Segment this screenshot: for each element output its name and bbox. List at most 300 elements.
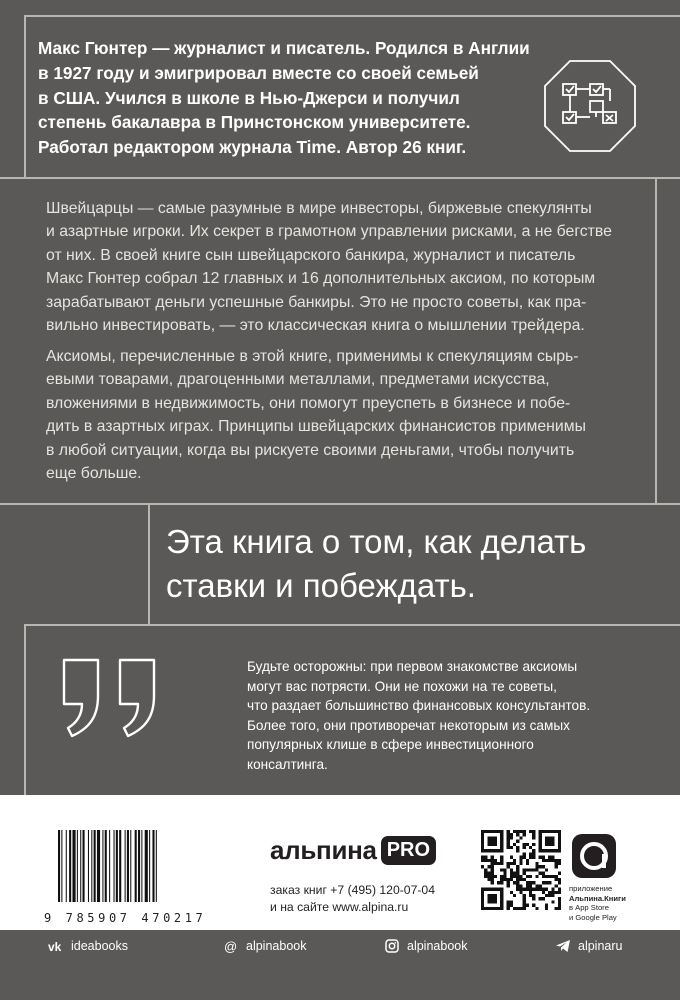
qr-module [532,843,535,846]
qr-module [510,904,513,907]
qr-module [526,904,529,907]
qr-module [523,852,526,855]
barcode-bar [91,830,92,902]
qr-module [529,856,532,859]
qr-module [500,900,503,903]
qr-module [500,846,503,849]
qr-module [491,836,494,839]
qr-module [529,894,532,897]
app-icon[interactable] [572,834,616,878]
qr-module [513,875,516,878]
qr-module [484,888,487,891]
instagram-icon [384,939,400,953]
qr-module [519,888,522,891]
qr-module [510,862,513,865]
qr-module [481,840,484,843]
qr-module [558,859,561,862]
barcode-bar [102,830,103,902]
qr-module [548,840,551,843]
qr-module [516,830,519,833]
qr-module [507,846,510,849]
qr-module [551,856,554,859]
divider-top [24,15,680,17]
qr-module [523,894,526,897]
qr-module [532,830,535,833]
qr-module [542,872,545,875]
description-line: вильно инвестировать, — это классическая книга о мышлении трейдера. [46,317,585,335]
qr-module [548,856,551,859]
qr-module [481,856,484,859]
social-email[interactable] [223,939,306,953]
qr-module [510,878,513,881]
qr-module [497,888,500,891]
qr-module [491,862,494,865]
barcode-bar [116,830,118,902]
qr-module [481,897,484,900]
qr-module [494,900,497,903]
qr-module [529,846,532,849]
barcode-bar [114,830,115,902]
social-label: alpinaru [578,939,623,953]
qr-module [513,894,516,897]
qr-module [510,900,513,903]
qr-module [507,836,510,839]
qr-module [558,881,561,884]
qr-module [529,868,532,871]
qr-module [494,875,497,878]
quote-line: Будьте осторожны: при первом знакомстве аксиомы [247,659,578,674]
qr-module [539,897,542,900]
qr-module [545,907,548,910]
qr-module [519,836,522,839]
qr-module [497,862,500,865]
qr-module [497,881,500,884]
app-caption [569,884,626,922]
qr-module [548,836,551,839]
qr-module [500,868,503,871]
description-line: еще больше. [46,465,142,483]
qr-module [542,859,545,862]
qr-module [513,843,516,846]
qr-module [481,846,484,849]
qr-module [516,875,519,878]
qr-module [510,872,513,875]
quote-line: могут вас потрясти. Они не похожи на те советы, [247,678,557,694]
divider-left-quote [24,624,26,795]
barcode-bar [105,830,107,902]
qr-module [494,897,497,900]
qr-module [507,865,510,868]
qr-module [484,856,487,859]
divider-below-slogan [24,624,680,626]
qr-module [523,878,526,881]
qr-module [487,865,490,868]
barcode-bar [156,830,157,902]
qr-module [513,881,516,884]
description-line: Аксиомы, перечисленные в этой книге, применимы к спекуляциям сырь- [46,348,579,365]
qr-module [503,872,506,875]
qr-module [535,888,538,891]
qr-module [548,881,551,884]
qr-module [500,891,503,894]
qr-module [558,891,561,894]
app-caption-line: Альпина.Книги [569,893,626,903]
app-caption-line: и Google Play [569,912,617,922]
qr-module [539,872,542,875]
description-paragraph-1 [46,197,612,337]
qr-module [494,859,497,862]
qr-module [519,856,522,859]
qr-module [500,881,503,884]
qr-module [500,836,503,839]
slogan-line: Эта книга о том, как делать [166,523,587,560]
qr-module [529,875,532,878]
qr-module [516,865,519,868]
barcode [56,830,236,902]
social-label: alpinabook [407,939,468,953]
qr-module [555,859,558,862]
qr-module [484,849,487,852]
qr-module [494,907,497,910]
qr-module [507,843,510,846]
qr-module [558,888,561,891]
qr-module [481,904,484,907]
vk-icon [48,939,64,953]
social-telegram[interactable] [555,939,622,953]
qr-module [500,840,503,843]
description-line: зарабатывают деньги успешные банкиры. Это не просто советы, как пра- [46,293,587,311]
qr-module [481,830,484,833]
qr-module [558,846,561,849]
qr-module [523,833,526,836]
social-instagram[interactable] [384,939,467,953]
qr-module [481,849,484,852]
qr-module [539,884,542,887]
qr-module [487,872,490,875]
quote-text [247,657,590,775]
app-caption-line: в App Store [569,903,609,913]
qr-module [519,830,522,833]
qr-module [548,875,551,878]
qr-module [519,875,522,878]
qr-module [500,833,503,836]
qr-module [491,878,494,881]
qr-module [545,888,548,891]
at-icon [223,939,239,953]
qr-module [484,859,487,862]
qr-module [513,862,516,865]
qr-module [491,830,494,833]
qr-module [529,891,532,894]
social-label: alpinabook [246,939,307,953]
social-label: ideabooks [71,939,128,953]
order-phone: заказ книг +7 (495) 120-07-04 [270,883,435,897]
qr-module [539,840,542,843]
bio-line: степень бакалавра в Принстонском университете. [38,112,471,133]
qr-module [503,875,506,878]
qr-module [523,868,526,871]
qr-module [487,878,490,881]
bio-line: Работал редактором журнала Time. Автор 26 книг. [38,137,467,158]
qr-module [507,862,510,865]
barcode-bar [141,830,142,902]
slogan-line: ставки и побеждать. [166,567,476,604]
qr-module [545,894,548,897]
qr-module [484,875,487,878]
barcode-bar [69,830,71,902]
divider-above-slogan [0,503,680,505]
qr-module [513,907,516,910]
qr-module [516,888,519,891]
isbn-number: 9 785907 470217 [44,911,207,925]
qr-module [497,907,500,910]
qr-module [526,884,529,887]
qr-module [500,875,503,878]
qr-module [558,900,561,903]
qr-module [558,862,561,865]
qr-module [542,830,545,833]
divider-right-description [655,177,657,504]
qr-module [532,856,535,859]
qr-module [545,830,548,833]
description-line: в любой ситуации, когда вы рискуете своими деньгами, чтобы получить [46,441,575,459]
qr-module [481,859,484,862]
qr-module [558,878,561,881]
qr-module [542,897,545,900]
qr-module [494,836,497,839]
qr-module [507,884,510,887]
qr-module [539,843,542,846]
qr-module [545,881,548,884]
qr-module [510,868,513,871]
qr-module [551,875,554,878]
qr-module [516,907,519,910]
qr-module [500,878,503,881]
qr-module [545,843,548,846]
qr-module [545,836,548,839]
qr-module [545,849,548,852]
qr-module [532,888,535,891]
qr-module [539,865,542,868]
qr-module [548,891,551,894]
qr-code[interactable] [481,830,561,910]
qr-module [516,849,519,852]
qr-module [542,875,545,878]
qr-module [545,859,548,862]
qr-module [535,875,538,878]
telegram-icon [555,939,571,953]
qr-module [523,846,526,849]
barcode-bar [130,830,131,902]
qr-module [513,830,516,833]
qr-module [510,875,513,878]
barcode-bar [61,830,62,902]
qr-module [523,856,526,859]
qr-module [551,849,554,852]
qr-module [532,852,535,855]
qr-module [516,833,519,836]
qr-module [551,888,554,891]
svg-text:vk: vk [48,940,62,953]
qr-module [487,859,490,862]
qr-module [513,872,516,875]
qr-module [526,843,529,846]
barcode-bar [58,830,60,902]
qr-module [555,830,558,833]
description-line: дить в азартных играх. Принципы швейцарских финансистов применимы [46,418,586,436]
qr-module [491,872,494,875]
barcode-bar [109,830,110,902]
qr-module [532,904,535,907]
qr-module [487,897,490,900]
barcode-bar [138,830,140,902]
qr-module [487,888,490,891]
qr-module [529,884,532,887]
qr-module [507,833,510,836]
qr-module [555,875,558,878]
qr-module [555,865,558,868]
qr-module [539,830,542,833]
qr-module [484,907,487,910]
qr-module [487,900,490,903]
qr-module [555,884,558,887]
quote-line: что раздает большинство финансовых консультантов. [247,698,591,714]
qr-module [500,830,503,833]
qr-module [539,888,542,891]
qr-module [545,875,548,878]
qr-module [481,900,484,903]
divider-left-slogan [148,503,150,625]
barcode-bar [94,830,96,902]
qr-module [516,872,519,875]
quote-marks-icon [58,656,166,738]
qr-module [507,900,510,903]
qr-module [523,900,526,903]
qr-module [510,846,513,849]
qr-module [491,840,494,843]
publisher-badge: PRO [381,836,436,865]
barcode-bar [88,830,89,902]
qr-module [491,856,494,859]
qr-module [532,881,535,884]
qr-module [491,868,494,871]
qr-module [526,868,529,871]
qr-module [535,865,538,868]
qr-module [491,907,494,910]
qr-module [481,843,484,846]
qr-module [535,862,538,865]
qr-module [555,878,558,881]
qr-module [529,888,532,891]
qr-module [494,840,497,843]
quote-line: Более того, они противоречат некоторым из самых [247,717,570,733]
qr-module [542,865,545,868]
qr-module [558,897,561,900]
qr-module [481,894,484,897]
qr-module [500,907,503,910]
qr-module [535,907,538,910]
barcode-bar [125,830,126,902]
qr-module [481,888,484,891]
qr-module [487,836,490,839]
qr-module [545,904,548,907]
publisher-name: альпина [270,834,377,865]
qr-module [487,907,490,910]
qr-module [539,856,542,859]
barcode-bar [127,830,129,902]
qr-module [510,891,513,894]
qr-module [513,859,516,862]
qr-module [494,830,497,833]
qr-module [551,859,554,862]
qr-module [507,830,510,833]
qr-module [532,897,535,900]
qr-module [519,878,522,881]
qr-module [532,894,535,897]
qr-module [500,859,503,862]
qr-module [555,907,558,910]
qr-module [539,849,542,852]
qr-module [558,840,561,843]
qr-module [491,900,494,903]
qr-module [551,843,554,846]
barcode-bar [145,830,148,902]
qr-module [551,891,554,894]
qr-module [487,830,490,833]
qr-module [539,846,542,849]
qr-module [516,846,519,849]
qr-module [529,881,532,884]
qr-module [548,859,551,862]
qr-module [481,836,484,839]
qr-module [532,833,535,836]
description-line: и азартные игроки. Их секрет в грамотном управлении рисками, а не бегстве [46,223,612,241]
qr-module [500,856,503,859]
qr-module [487,843,490,846]
barcode-bar [119,830,121,902]
qr-module [497,849,500,852]
qr-module [516,840,519,843]
qr-module [516,878,519,881]
qr-module [558,904,561,907]
qr-module [500,888,503,891]
qr-module [551,894,554,897]
description-line: евыми товарами, драгоценными металлами, предметами искусства, [46,371,550,389]
barcode-bar [135,830,137,902]
qr-module [481,833,484,836]
qr-module [526,881,529,884]
qr-module [558,830,561,833]
qr-module [555,891,558,894]
description-line: вложениями в недвижимость, они помогут преуспеть в бизнесе и побе- [46,394,571,412]
qr-module [558,849,561,852]
qr-module [532,836,535,839]
qr-module [523,897,526,900]
qr-module [491,894,494,897]
barcode-bar [83,830,85,902]
qr-module [548,843,551,846]
qr-module [500,862,503,865]
qr-module [516,884,519,887]
qr-module [551,830,554,833]
qr-module [519,884,522,887]
social-vk[interactable] [48,939,128,953]
qr-module [491,843,494,846]
qr-module [491,865,494,868]
qr-module [484,830,487,833]
qr-module [539,833,542,836]
qr-module [491,859,494,862]
